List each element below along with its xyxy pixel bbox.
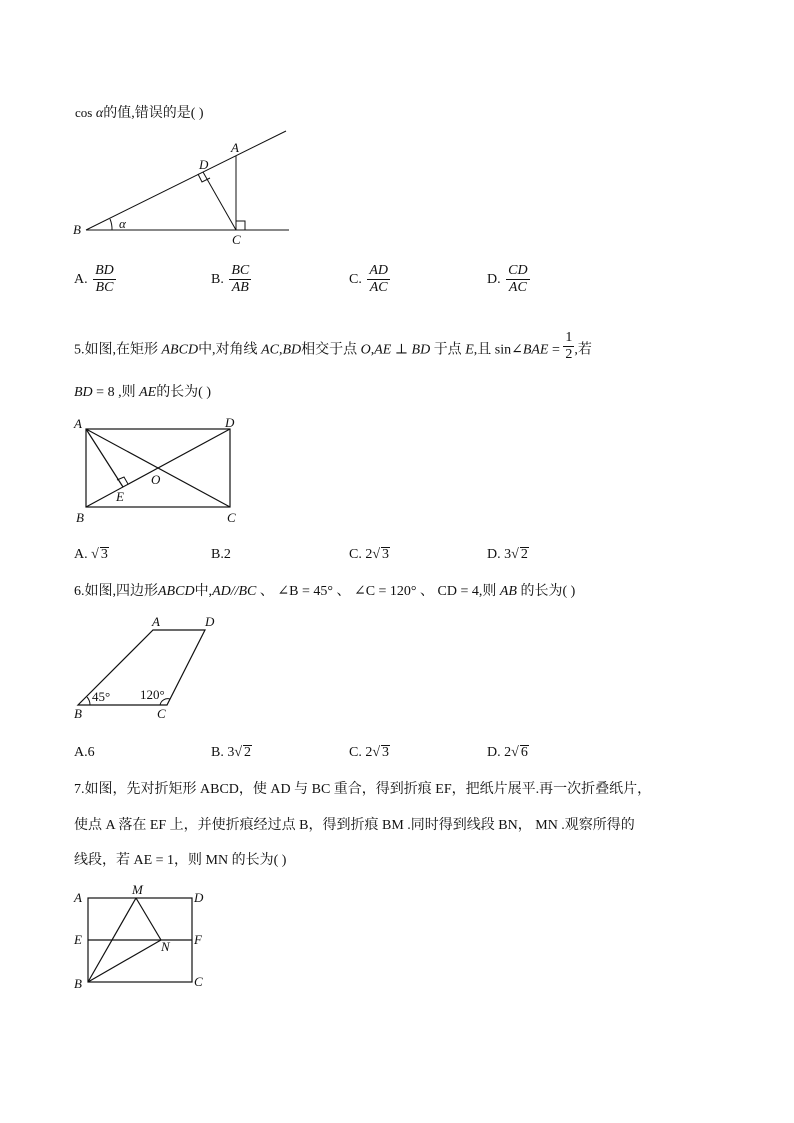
math-o: O	[360, 342, 371, 358]
text: ,且 sin∠	[473, 342, 523, 358]
label-c: C	[232, 232, 241, 247]
radicand: 3	[382, 547, 390, 562]
text: 中,对角线	[198, 342, 258, 358]
text: ,	[370, 342, 375, 358]
label-f: F	[194, 932, 202, 947]
label-d: D	[225, 415, 235, 430]
q7-stem-line1: 7.如图，先对折矩形 ABCD，使 AD 与 BC 重合，得到折痕 EF，把纸片展平.再一次折叠纸片，	[74, 782, 652, 797]
sqrt-icon: √	[91, 547, 99, 562]
math-angle-c: ∠C = 120°	[353, 584, 417, 599]
numerator: CD	[508, 263, 528, 278]
option-letter: C.	[349, 547, 362, 562]
denominator: AB	[231, 280, 249, 295]
numerator: 1	[565, 330, 573, 345]
text: 、	[420, 584, 435, 599]
coefficient: 3	[504, 547, 512, 562]
numerator: BC	[231, 263, 250, 278]
math-ae: AE	[139, 385, 157, 400]
label-d: D	[199, 157, 209, 172]
denominator: AC	[508, 280, 527, 295]
equals: =	[551, 342, 560, 358]
sqrt-icon: √	[372, 745, 381, 760]
numerator: BD	[95, 263, 114, 278]
label-a: A	[74, 890, 82, 905]
q4-stem-suffix: 的值,错误的是( )	[103, 106, 204, 121]
label-a: A	[152, 614, 160, 629]
label-b: B	[74, 706, 82, 721]
coefficient: 3	[227, 745, 235, 760]
text: 6.如图,四边形	[74, 584, 158, 599]
label-c: C	[194, 974, 203, 989]
text: 相交于点	[301, 342, 358, 358]
alpha-symbol: α	[95, 106, 104, 121]
text: 5.如图,在矩形	[74, 342, 158, 358]
option-letter: A.	[74, 745, 88, 760]
math-ab: AB	[499, 584, 517, 599]
math-abcd: ABCD	[158, 584, 195, 599]
coefficient: 2	[504, 745, 512, 760]
text: ,	[278, 342, 283, 358]
math-cd: CD = 4	[437, 584, 479, 599]
label-angle-b: 45°	[92, 689, 111, 704]
text: 中,	[194, 584, 213, 599]
text: 、	[259, 584, 274, 599]
label-m: M	[132, 882, 143, 897]
label-c: C	[227, 510, 236, 525]
radicand: 2	[520, 547, 528, 562]
math-bd: BD	[74, 385, 93, 400]
option-letter: A.	[74, 547, 88, 562]
label-a: A	[231, 140, 239, 155]
math-ac: AC	[261, 342, 279, 358]
option-letter: B.	[211, 745, 224, 760]
option-letter: D.	[487, 271, 501, 287]
option-letter: B.	[211, 547, 224, 562]
label-n: N	[161, 939, 170, 954]
sqrt-icon: √	[234, 745, 243, 760]
label-b: B	[73, 222, 81, 237]
coefficient: 2	[365, 745, 373, 760]
numerator: AD	[369, 263, 389, 278]
math-bd: BD	[282, 342, 302, 358]
denominator: 2	[565, 347, 573, 362]
q7-stem-line2: 使点 A 落在 EF 上，并使折痕经过点 B，得到折痕 BM .同时得到线段 BN， MN .观察所得的	[74, 818, 635, 833]
option-letter: D.	[487, 745, 501, 760]
label-e: E	[74, 932, 82, 947]
label-e: E	[116, 489, 124, 504]
text: 的长为( )	[156, 385, 212, 400]
option-letter: B.	[211, 271, 224, 287]
label-a: A	[74, 416, 82, 431]
sqrt-icon: √	[511, 745, 519, 760]
math-ad-parallel-bc: AD//BC	[212, 584, 257, 599]
q7-stem-line3: 线段，若 AE = 1，则 MN 的长为( )	[74, 853, 287, 868]
radicand: 2	[244, 745, 252, 760]
radicand: 6	[520, 745, 528, 760]
cos-text: cos	[75, 105, 93, 120]
text: 、	[336, 584, 351, 599]
option-value: 2	[223, 547, 231, 562]
label-c: C	[157, 706, 166, 721]
label-alpha: α	[119, 216, 126, 231]
math-abcd: ABCD	[161, 342, 199, 358]
label-o: O	[151, 472, 161, 487]
sqrt-icon: √	[372, 547, 381, 562]
label-d: D	[205, 614, 215, 629]
label-b: B	[76, 510, 84, 525]
option-letter: D.	[487, 547, 501, 562]
option-value: 6	[87, 745, 95, 760]
math-ae-perp-bd: AE ⊥ BD	[374, 342, 431, 358]
text: 于点	[433, 342, 462, 358]
label-b: B	[74, 976, 82, 991]
option-letter: A.	[74, 271, 88, 287]
denominator: AC	[369, 280, 388, 295]
math-e: E	[465, 342, 474, 358]
option-letter: C.	[349, 745, 362, 760]
text: = 8 ,则	[96, 385, 136, 400]
radicand: 3	[100, 547, 108, 562]
math-bae: BAE	[522, 342, 549, 358]
coefficient: 2	[365, 547, 373, 562]
label-angle-c: 120°	[140, 687, 165, 702]
option-letter: C.	[349, 271, 362, 287]
text: 的长为( )	[520, 584, 576, 599]
sqrt-icon: √	[511, 547, 519, 562]
math-angle-b: ∠B = 45°	[277, 584, 333, 599]
radicand: 3	[382, 745, 390, 760]
text: ,则	[478, 584, 497, 599]
denominator: BC	[95, 280, 114, 295]
text: ,若	[574, 342, 592, 358]
label-d: D	[194, 890, 204, 905]
